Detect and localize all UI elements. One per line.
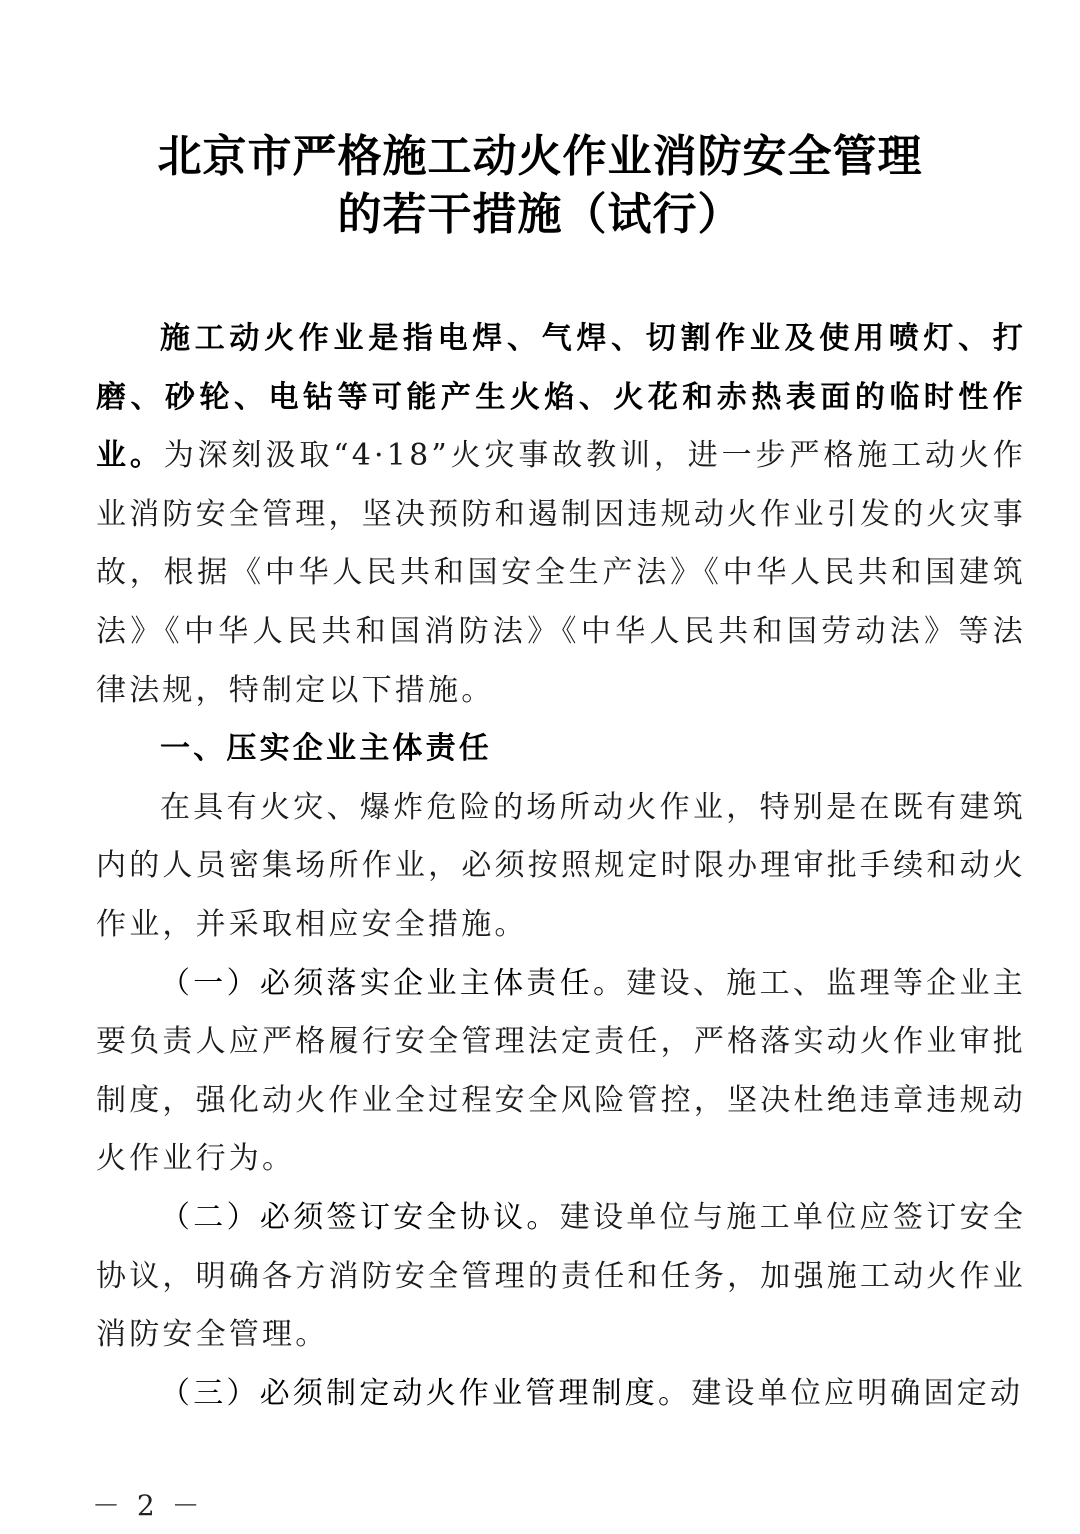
intro-regular-text: 为深刻汲取“4·18”火灾事故教训，进一步严格施工动火作业消防安全管理，坚决预防和遏制因违规动火作业引发的火灾事故，根据《中华人民共和国安全生产法》《中华人民共和国建筑法》《中华人民共和国消防法》《中华人民共和国劳动法》等法律法规，特制定以下措施。 [96,438,1026,708]
section-heading-1: 一、压实企业主体责任 [160,731,492,767]
intro-paragraph [96,310,1026,720]
item-1-lead: （一）必须落实企业主体责任。 [160,965,627,1001]
item-1-text: 建设、施工、监理等企业主要负责人应严格履行安全管理法定责任，严格落实动火作业审批制度，强化动火作业全过程安全风险管控，坚决杜绝违章违规动火作业行为。 [96,965,1026,1177]
item-2-text: 建设单位与施工单位应签订安全协议，明确各方消防安全管理的责任和任务，加强施工动火作业消防安全管理。 [96,1199,1026,1353]
item-2-lead: （二）必须签订安全协议。 [160,1199,560,1235]
item-3-lead: （三）必须制定动火作业管理制度。 [160,1375,692,1411]
section-1-item-1 [96,955,1026,1189]
page-number: － 2 － [92,1489,204,1522]
section-1-item-3 [96,1365,1026,1424]
intro-definition-bold: 施工动火作业是指电焊、气焊、切割作业及使用喷灯、打磨、砂轮、电钻等可能产生火焰、火花和赤热表面的临时性作业。 [96,321,1026,474]
document-body [96,310,1026,1423]
item-3-text: 建设单位应明确固定动 [691,1375,1024,1411]
title-line-2: 的若干措施（试行） [337,189,743,240]
title-line-1: 北京市严格施工动火作业消防安全管理 [157,131,923,182]
section-1-paragraph: 在具有火灾、爆炸危险的场所动火作业，特别是在既有建筑内的人员密集场所作业，必须按照规定时限办理审批手续和动火作业，并采取相应安全措施。 [96,789,1026,942]
section-1-item-2 [96,1189,1026,1365]
document-title [0,128,1080,244]
